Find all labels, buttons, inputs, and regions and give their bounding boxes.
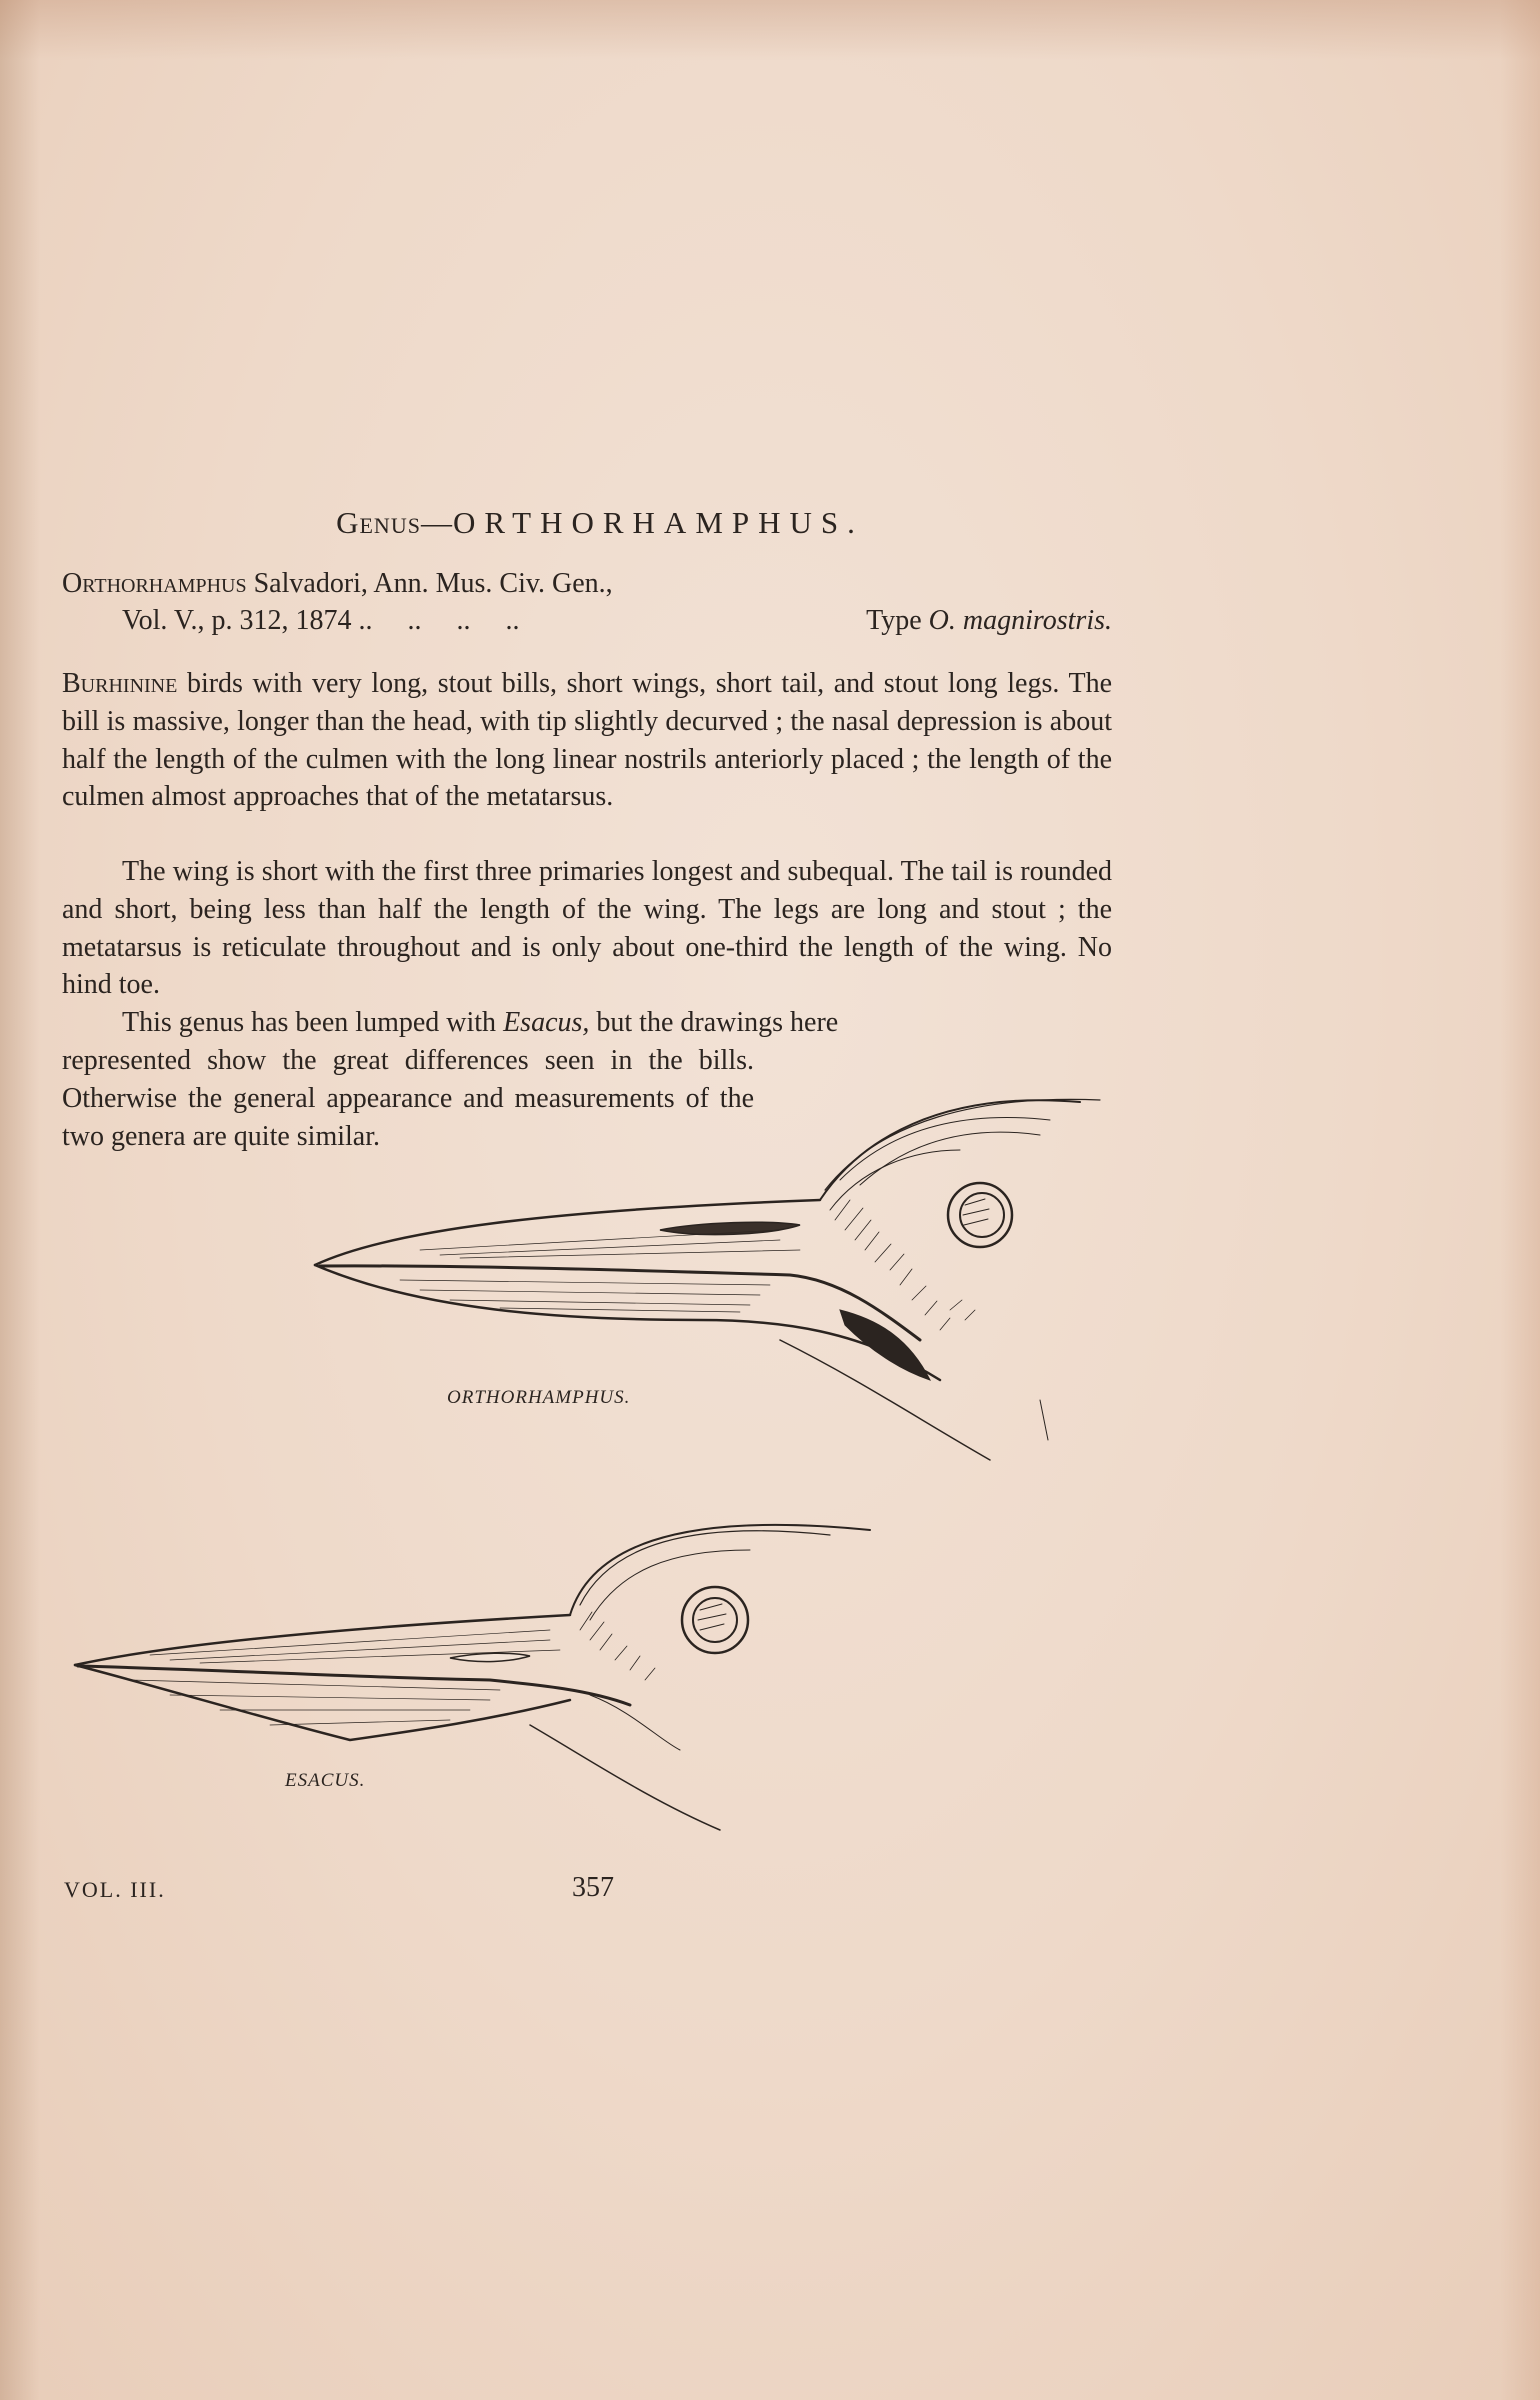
- synonymy-citation-text: Salvadori, Ann. Mus. Civ. Gen.,: [246, 568, 613, 599]
- paragraph-lead-word: Burhinine: [62, 668, 178, 699]
- esacus-head-illustration: [70, 1490, 880, 1850]
- figure-caption-orthorhamphus: ORTHORHAMPHUS.: [447, 1387, 631, 1408]
- heading-dash: —: [420, 505, 453, 540]
- paragraph-comparison-start: [62, 1004, 1112, 1042]
- comparison-start-text: This genus has been lumped with: [122, 1007, 504, 1038]
- paragraph-diagnosis: [62, 665, 1112, 816]
- comparison-genus: Esacus,: [503, 1007, 590, 1038]
- footer-volume: VOL. III.: [64, 1877, 166, 1902]
- orthorhamphus-head-illustration: [300, 1080, 1120, 1480]
- genus-word: Genus: [336, 505, 421, 540]
- page-shadow-left: [0, 0, 40, 2400]
- paragraph-diagnosis-text: birds with very long, stout bills, short wings, short tail, and stout long legs. The bill is massive, longer than the head, with tip slightly decurved ; the nasal depression is about half the length of the culmen with the long linear nostrils anteriorly placed ; the length of the culmen almost approaches that of the metatarsus.: [62, 668, 1112, 813]
- paragraph-comparison-continued: represented show the great differences seen in the bills. Otherwise the general appearance and measurements of the two genera are quite similar.: [62, 1045, 754, 1152]
- type-label: Type: [866, 605, 929, 636]
- synonymy-reference: [122, 605, 1112, 637]
- genus-name: ORTHORHAMPHUS.: [452, 505, 864, 540]
- page-number: 357: [572, 1872, 614, 1903]
- synonymy-volume: Vol. V., p. 312, 1874 .. .. .. ..: [122, 605, 520, 636]
- page-shadow-top: [0, 0, 1540, 60]
- synonymy-type: [866, 605, 1112, 637]
- comparison-end-text: but the drawings here: [589, 1007, 839, 1038]
- type-species: O. magnirostris.: [928, 605, 1112, 636]
- genus-heading: [0, 505, 1200, 541]
- figure-caption-esacus: ESACUS.: [285, 1770, 366, 1791]
- synonymy-citation: [62, 568, 613, 600]
- paragraph-wing: The wing is short with the first three primaries longest and subequal. The tail is rounded and short, being less than half the length of the wing. The legs are long and stout ; the metatarsus is reticulate throughout and is only about one-third the length of the wing. No hind toe.: [62, 856, 1112, 1001]
- page-shadow-right: [1500, 0, 1540, 2400]
- synonymy-genus-name: Orthorhamphus: [62, 568, 247, 599]
